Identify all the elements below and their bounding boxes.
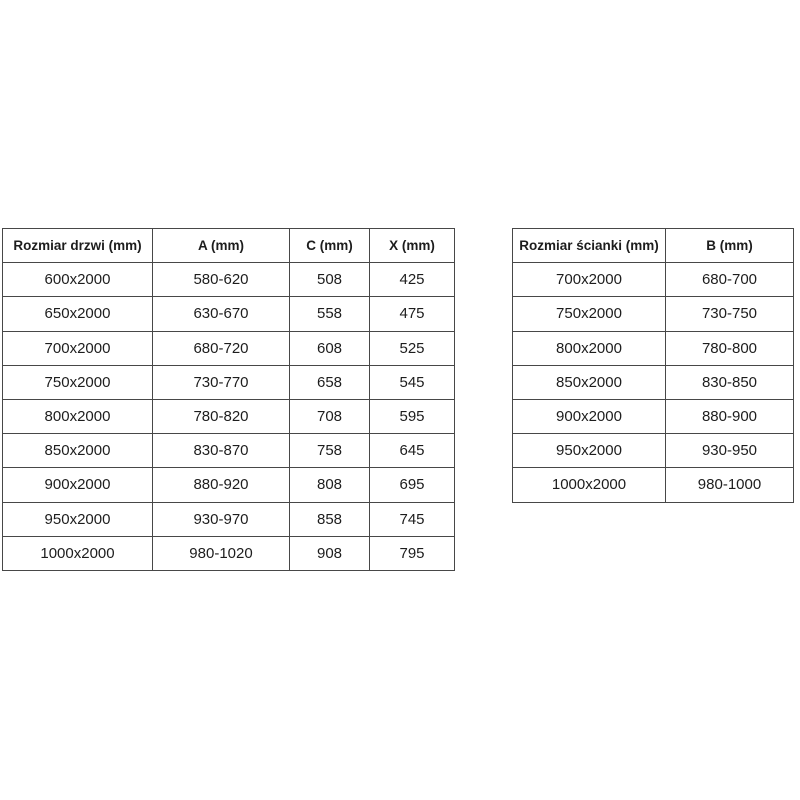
table-cell: 580-620 [153,263,290,297]
table-cell: 608 [290,331,370,365]
table-row [3,263,455,297]
column-header: A (mm) [153,229,290,263]
table-cell: 930-970 [153,502,290,536]
table-cell: 908 [290,536,370,570]
column-header: B (mm) [666,229,794,263]
table-cell: 850x2000 [3,434,153,468]
wall-size-table-header [513,229,794,263]
table-cell: 858 [290,502,370,536]
header-row [3,229,455,263]
table-cell: 900x2000 [513,399,666,433]
table-cell: 880-920 [153,468,290,502]
table-cell: 1000x2000 [513,468,666,502]
table-cell: 595 [370,399,455,433]
table-cell: 950x2000 [3,502,153,536]
table-cell: 700x2000 [3,331,153,365]
table-row [3,297,455,331]
table-row [513,331,794,365]
table-cell: 750x2000 [3,365,153,399]
table-cell: 758 [290,434,370,468]
table-cell: 850x2000 [513,365,666,399]
table-cell: 658 [290,365,370,399]
table-cell: 830-850 [666,365,794,399]
table-cell: 680-720 [153,331,290,365]
table-cell: 795 [370,536,455,570]
door-size-table-header [3,229,455,263]
table-cell: 700x2000 [513,263,666,297]
table-cell: 730-750 [666,297,794,331]
table-cell: 808 [290,468,370,502]
table-cell: 745 [370,502,455,536]
table-cell: 708 [290,399,370,433]
door-size-table [2,228,455,571]
table-cell: 600x2000 [3,263,153,297]
table-cell: 800x2000 [3,399,153,433]
table-cell: 475 [370,297,455,331]
table-cell: 880-900 [666,399,794,433]
table-cell: 780-820 [153,399,290,433]
header-row [513,229,794,263]
table-row [513,399,794,433]
table-row [3,536,455,570]
table-cell: 830-870 [153,434,290,468]
table-cell: 930-950 [666,434,794,468]
table-row [3,365,455,399]
door-size-table-container [2,228,454,571]
table-cell: 750x2000 [513,297,666,331]
table-cell: 900x2000 [3,468,153,502]
table-cell: 645 [370,434,455,468]
table-row [3,502,455,536]
table-cell: 558 [290,297,370,331]
table-cell: 425 [370,263,455,297]
table-cell: 650x2000 [3,297,153,331]
table-row [513,434,794,468]
table-row [513,468,794,502]
column-header: X (mm) [370,229,455,263]
table-cell: 980-1000 [666,468,794,502]
table-cell: 525 [370,331,455,365]
table-cell: 680-700 [666,263,794,297]
door-size-table-body [3,263,455,571]
table-cell: 545 [370,365,455,399]
table-cell: 508 [290,263,370,297]
table-row [3,468,455,502]
table-row [3,331,455,365]
table-row [3,434,455,468]
column-header: Rozmiar ścianki (mm) [513,229,666,263]
table-row [513,263,794,297]
table-cell: 950x2000 [513,434,666,468]
table-cell: 1000x2000 [3,536,153,570]
wall-size-table-body [513,263,794,502]
table-row [513,365,794,399]
table-cell: 800x2000 [513,331,666,365]
table-row [513,297,794,331]
table-cell: 630-670 [153,297,290,331]
wall-size-table-container [512,228,793,503]
table-cell: 780-800 [666,331,794,365]
column-header: Rozmiar drzwi (mm) [3,229,153,263]
table-cell: 730-770 [153,365,290,399]
wall-size-table [512,228,794,503]
table-cell: 980-1020 [153,536,290,570]
table-cell: 695 [370,468,455,502]
table-row [3,399,455,433]
column-header: C (mm) [290,229,370,263]
